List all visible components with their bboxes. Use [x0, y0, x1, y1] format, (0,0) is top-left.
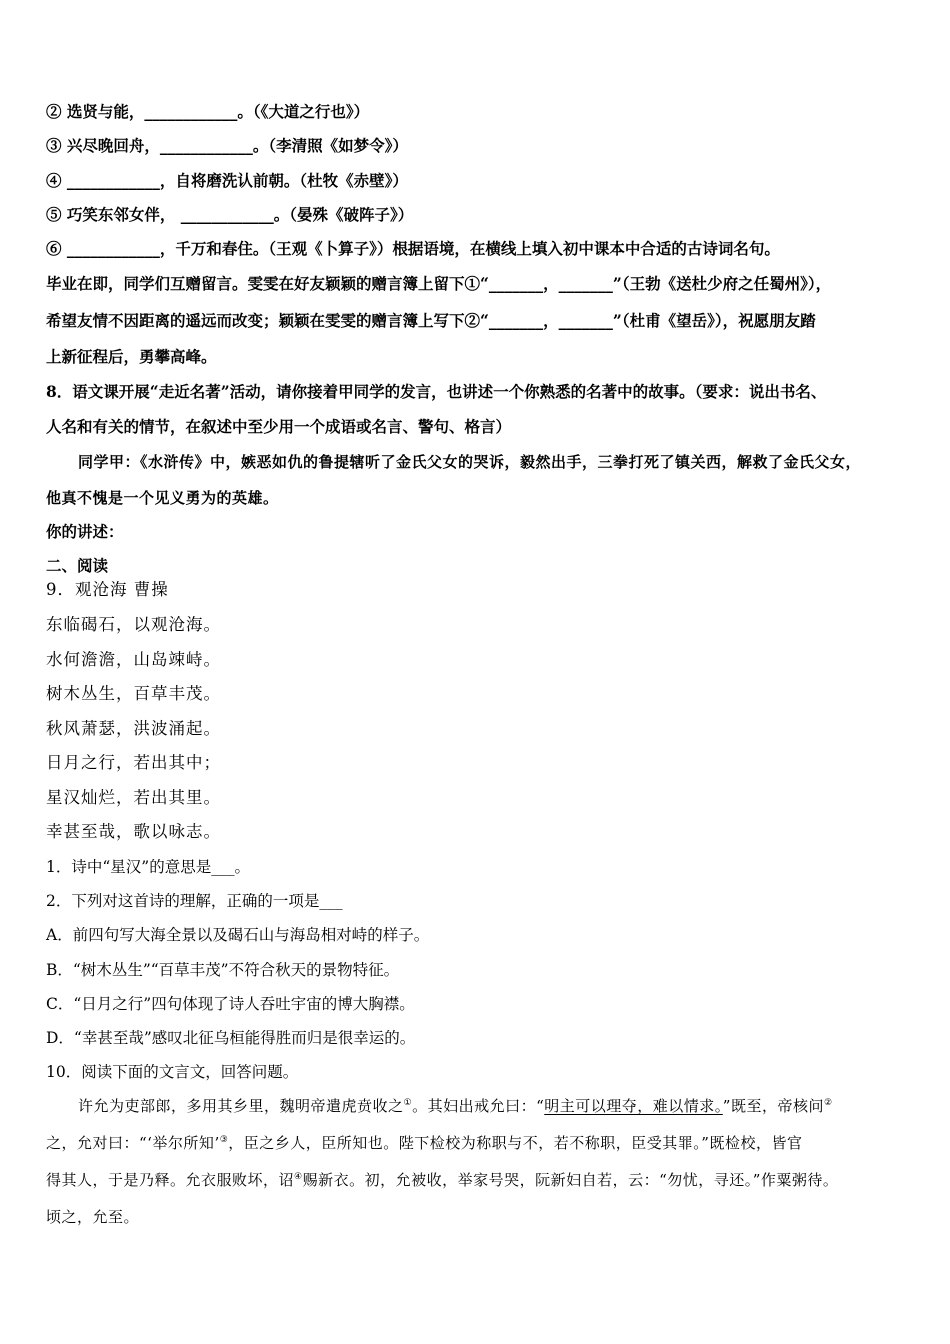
classical-text-line-1	[78, 1095, 833, 1117]
text-segment: 。其妇出戒允曰：“	[412, 1097, 545, 1115]
sub-question-1: 1．诗中“星汉”的意思是___。	[46, 858, 250, 876]
fill-in-line-4: ④ ____________，自将磨洗认前朝。（杜牧《赤壁》）	[46, 171, 408, 190]
fill-in-line-6: ⑥ ____________，千万和春住。（王观《卜算子》）根据语境，在横线上填入初中课本中合适的古诗词名句。	[46, 239, 780, 258]
classical-text-line-2	[46, 1132, 802, 1154]
context-line-2: 希望友情不因距离的遥远而改变；颖颖在雯雯的赠言簿上写下②“_______，_______”（杜甫《望岳》），祝愿朋友踏	[46, 311, 816, 330]
text-segment: 赐新衣。初，允被收，举家号哭，阮新妇自若，云：“勿忧，寻还。”作粟粥待。	[302, 1171, 839, 1189]
context-line-1: 毕业在即，同学们互赠留言。雯雯在好友颖颖的赠言簿上留下①“_______，_______”（王勃《送杜少府之任蜀州》），	[46, 274, 832, 293]
fill-in-line-3: ③ 兴尽晚回舟，____________。（李清照《如梦令》）	[46, 136, 408, 155]
option-a: A．前四句写大海全景以及碣石山与海岛相对峙的样子。	[46, 926, 430, 944]
student-a-speech: 同学甲：《水浒传》中，嫉恶如仇的鲁提辖听了金氏父女的哭诉，毅然出手，三拳打死了镇关西，解救了金氏父女，	[78, 453, 862, 471]
student-a-speech-2: 他真不愧是一个见义勇为的英雄。	[46, 489, 279, 507]
note-marker: ④	[294, 1172, 303, 1182]
underlined-sentence: 明主可以理夺，难以情求。	[544, 1097, 723, 1115]
poem-line: 星汉灿烂，若出其里。	[46, 788, 221, 807]
option-d: D．“幸甚至哉”感叹北征乌桓能得胜而归是很幸运的。	[46, 1029, 416, 1047]
poem-line: 东临碣石，以观沧海。	[46, 615, 221, 634]
question-9-title: 9．观沧海 曹操	[46, 580, 169, 599]
text-segment: ”既至，帝核问	[722, 1097, 824, 1115]
context-line-3: 上新征程后，勇攀高峰。	[46, 347, 217, 366]
text-segment: ，臣之乡人，臣所知也。陛下检校为称职与不，若不称职，臣受其罪。”既检校，皆官	[228, 1134, 803, 1152]
sub-question-2: 2．下列对这首诗的理解，正确的一项是___	[46, 892, 343, 910]
poem-line: 水何澹澹，山岛竦峙。	[46, 650, 221, 669]
note-marker: ③	[219, 1135, 229, 1145]
text-segment: 之，允对曰：“‘举尔所知’	[46, 1134, 220, 1152]
question-10: 10．阅读下面的文言文，回答问题。	[46, 1063, 299, 1081]
fill-in-line-5: ⑤ 巧笑东邻女伴， ____________。（晏殊《破阵子》）	[46, 205, 414, 224]
poem-line: 树木丛生，百草丰茂。	[46, 684, 221, 703]
classical-text-line-3	[46, 1169, 838, 1191]
poem-line: 秋风萧瑟，洪波涌起。	[46, 719, 221, 738]
option-b: B．“树木丛生”“百草丰茂”不符合秋天的景物特征。	[46, 961, 400, 979]
question-8-req: 人名和有关的情节，在叙述中至少用一个成语或名言、警句、格言）	[46, 417, 512, 436]
section-heading-reading: 二、阅读	[46, 556, 109, 575]
note-marker: ①	[403, 1098, 413, 1108]
text-segment: 得其人，于是乃释。允衣服败坏，诏	[46, 1171, 295, 1189]
fill-in-line-2: ② 选贤与能，____________。（《大道之行也》）	[46, 102, 370, 121]
question-8: 8．语文课开展“走近名著”活动，请你接着甲同学的发言，也讲述一个你熟悉的名著中的故事。（要求：说出书名、	[46, 382, 827, 401]
poem-line: 幸甚至哉，歌以咏志。	[46, 822, 221, 841]
your-story-label: 你的讲述：	[46, 522, 124, 541]
option-c: C．“日月之行”四句体现了诗人吞吐宇宙的博大胸襟。	[46, 995, 415, 1013]
poem-line: 日月之行，若出其中；	[46, 753, 221, 772]
note-marker: ②	[823, 1098, 833, 1108]
text-segment: 许允为吏部郎，多用其乡里，魏明帝遣虎贲收之	[78, 1097, 404, 1115]
classical-text-line-4: 顷之，允至。	[46, 1208, 140, 1226]
